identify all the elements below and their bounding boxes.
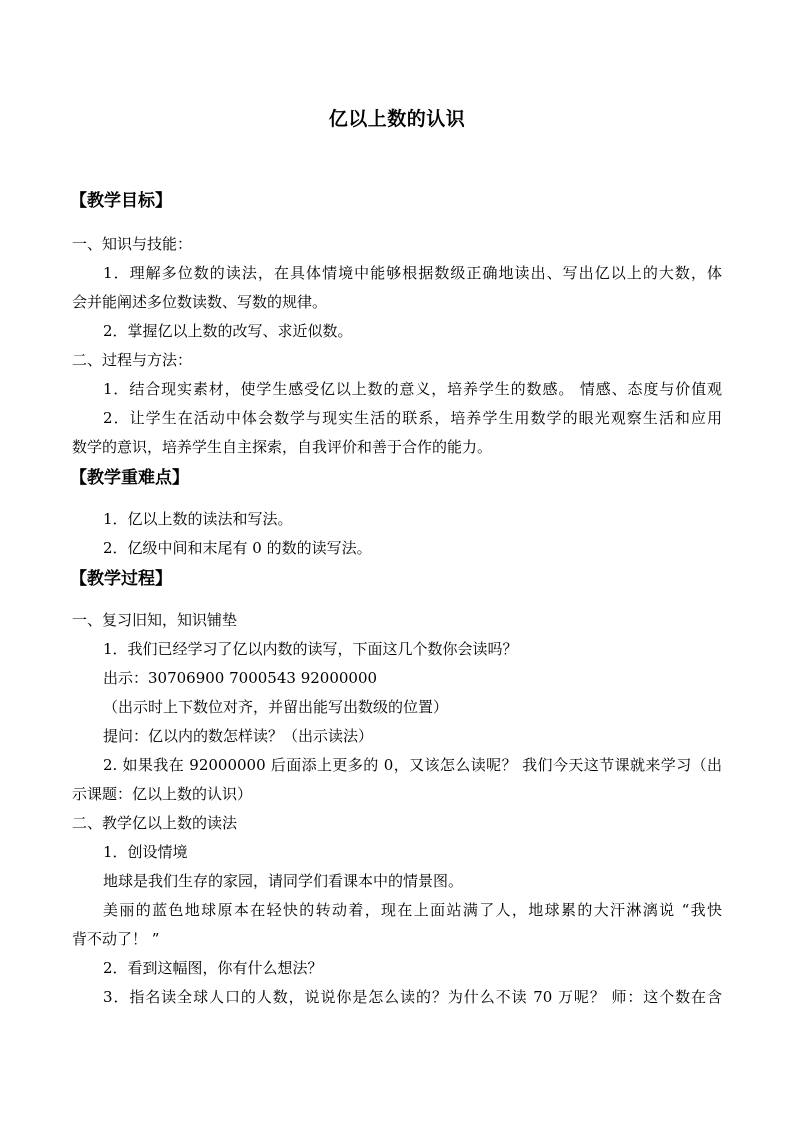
process-line-4: 提问：亿以内的数怎样读？（出示读法） [103, 727, 374, 745]
process-line-5-cont: 示课题：亿以上数的认识） [72, 785, 253, 803]
process-line-10: 3．指名读全球人口的人数，说说你是怎么读的？为什么不读 70 万呢？ 师：这个数在含 [103, 988, 722, 1006]
process-line-7: 地球是我们生存的家园，请同学们看课本中的情景图。 [103, 872, 464, 890]
process-line-1: 1．我们已经学习了亿以内数的读写，下面这几个数你会读吗？ [103, 640, 518, 658]
process-line-9: 2．看到这幅图，你有什么想法？ [103, 959, 323, 977]
goals-item-2: 2．掌握亿以上数的改写、求近似数。 [103, 322, 353, 340]
section-heading-process: 【教学过程】 [70, 569, 172, 589]
process-step-2-heading: 二、教学亿以上数的读法 [72, 814, 238, 832]
section-heading-key-points: 【教学重难点】 [70, 468, 189, 488]
key-point-1: 1．亿以上数的读法和写法。 [103, 510, 293, 528]
process-step-1-heading: 一、复习旧知，知识铺垫 [72, 611, 238, 629]
process-line-8: 美丽的蓝色地球原本在轻快的转动着，现在上面站满了人，地球累的大汗淋漓说 “我快 [103, 901, 722, 919]
goals-item-1: 1．理解多位数的读法，在具体情境中能够根据数级正确地读出、写出亿以上的大数，体 [103, 264, 722, 282]
key-point-2: 2．亿级中间和末尾有 0 的数的读写法。 [103, 539, 372, 557]
process-line-6: 1．创设情境 [103, 843, 188, 861]
goals-item-4: 2．让学生在活动中体会数学与现实生活的联系，培养学生用数学的眼光观察生活和应用 [103, 409, 722, 427]
goals-item-3: 1．结合现实素材，使学生感受亿以上数的意义，培养学生的数感。 情感、态度与价值观 [103, 380, 722, 398]
process-line-3: （出示时上下数位对齐，并留出能写出数级的位置） [103, 698, 449, 716]
process-line-2: 出示：30706900 7000543 92000000 [103, 669, 378, 687]
document-title: 亿以上数的认识 [328, 108, 466, 130]
process-line-8-cont: 背不动了！ ” [72, 930, 160, 948]
goals-subheading-process: 二、过程与方法： [72, 351, 193, 369]
section-heading-goals: 【教学目标】 [70, 191, 172, 211]
goals-subheading-knowledge: 一、知识与技能： [72, 235, 193, 253]
goals-item-4-cont: 数学的意识，培养学生自主探索，自我评价和善于合作的能力。 [72, 438, 493, 456]
goals-item-1-cont: 会并能阐述多位数读数、写数的规律。 [72, 293, 328, 311]
process-line-5: 2. 如果我在 92000000 后面添上更多的 0，又该怎么读呢？ 我们今天这节课就来学习（出 [103, 756, 722, 774]
